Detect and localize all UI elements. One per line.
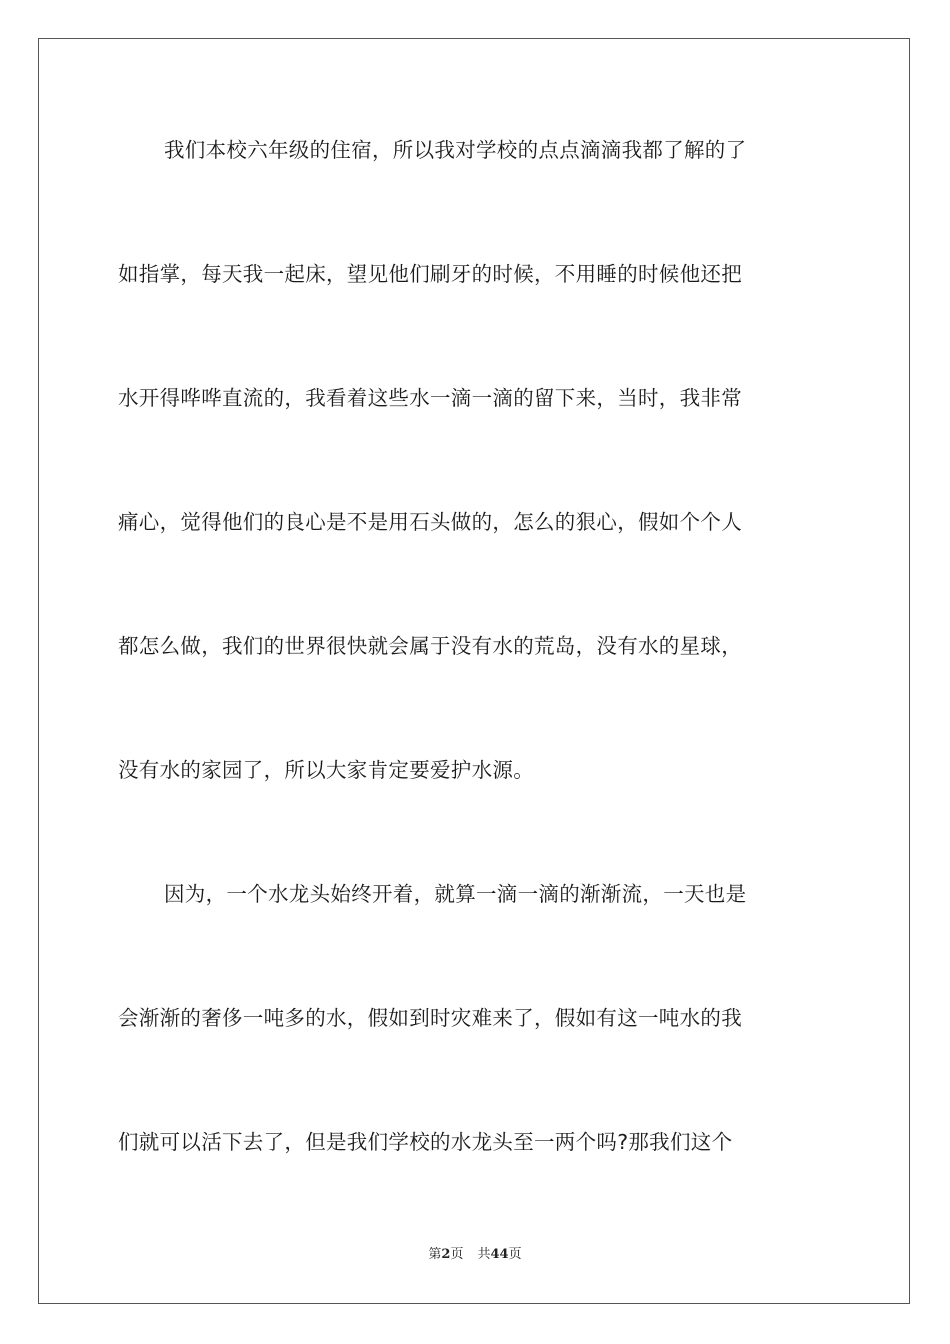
text-line: 因为，一个水龙头始终开着，就算一滴一滴的渐渐流，一天也是 xyxy=(164,882,747,906)
page-prefix: 第 xyxy=(428,1247,442,1262)
page-number-label xyxy=(428,1247,463,1262)
page-border xyxy=(38,38,910,1304)
text-line: 没有水的家园了，所以大家肯定要爱护水源。 xyxy=(118,758,534,782)
total-pages: 44 xyxy=(490,1247,509,1262)
text-line: 水开得哗哗直流的，我看着这些水一滴一滴的留下来，当时，我非常 xyxy=(118,386,742,410)
total-pages-label xyxy=(477,1247,521,1262)
page-footer xyxy=(0,1246,950,1264)
total-suffix: 页 xyxy=(508,1247,522,1262)
text-line: 痛心，觉得他们的良心是不是用石头做的，怎么的狠心，假如个个人 xyxy=(118,510,742,534)
total-prefix: 共 xyxy=(477,1247,491,1262)
text-line: 会渐渐的奢侈一吨多的水，假如到时灾难来了，假如有这一吨水的我 xyxy=(118,1006,742,1030)
text-line: 我们本校六年级的住宿，所以我对学校的点点滴滴我都了解的了 xyxy=(164,138,747,162)
text-line: 如指掌，每天我一起床，望见他们刷牙的时候，不用睡的时候他还把 xyxy=(118,262,742,286)
page-number: 2 xyxy=(441,1247,451,1262)
text-line: 都怎么做，我们的世界很快就会属于没有水的荒岛，没有水的星球， xyxy=(118,634,742,658)
page-suffix: 页 xyxy=(450,1247,464,1262)
text-line: 们就可以活下去了，但是我们学校的水龙头至一两个吗?那我们这个 xyxy=(118,1130,733,1154)
